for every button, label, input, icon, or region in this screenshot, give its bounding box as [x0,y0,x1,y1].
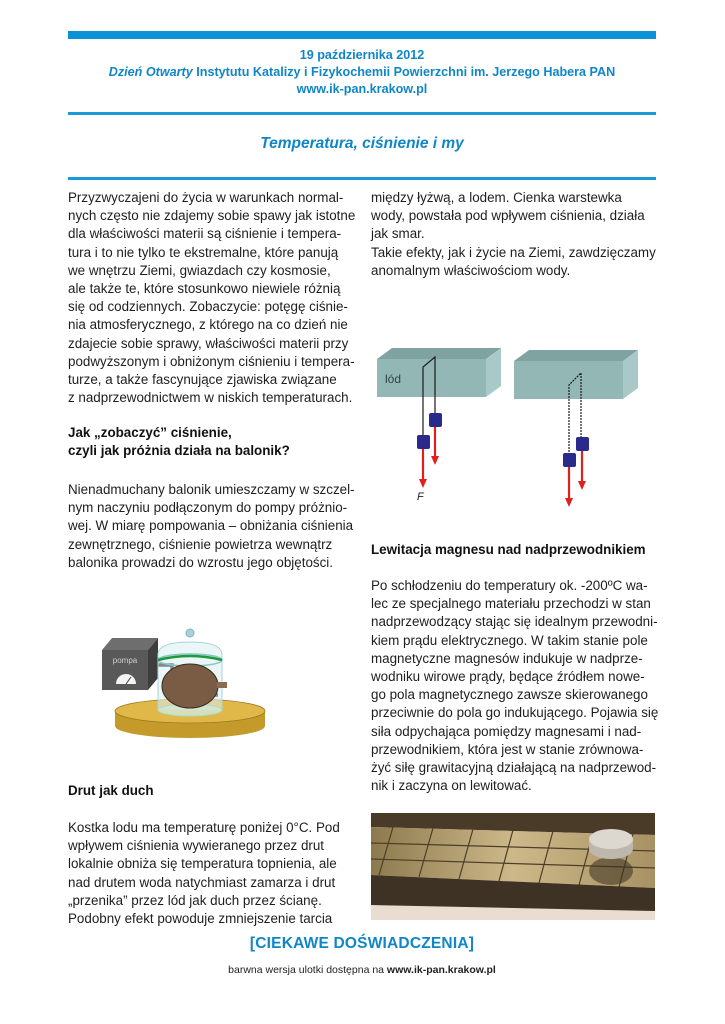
pump-icon [102,638,158,690]
weight-icon [429,413,442,427]
section-heading-wire: Drut jak duch [68,783,154,798]
ice-wire-illustration [375,345,660,510]
text-line: anomalnym właściwościom wody. [371,262,571,278]
section-heading-pressure [68,424,290,460]
text-line: lec ze specjalnego materiału przechodzi w stan [371,596,651,612]
section-body-wire [68,819,358,928]
superconductor-disc [589,829,633,859]
text-line: dla właściwości materii są ciśnienie i tempera- [68,226,342,242]
text-line: nia atmosferycznego, z którego na co dzień nie [68,317,348,333]
text-line: przewodnikiem, która jest w stanie zrównowa- [371,741,644,757]
text-line: ale także te, które stosunkowo niewiele różnią [68,281,341,297]
text-line: lokalnie obniża się temperatura topnienia, ale [68,856,337,872]
levitating-magnet-photo [371,813,655,920]
header-divider [68,112,656,115]
text-line: Nienadmuchany balonik umieszczamy w szczel- [68,482,355,497]
page-title: Temperatura, ciśnienie i my [260,135,464,152]
title-divider [68,177,656,180]
text-line: nadprzewodzący stając się idealnym przewodni- [371,614,658,630]
text-line: tura i to nie tylko te ekstremalne, które panują [68,244,339,260]
text-line: wej. W miarę pompowania – obniżania ciśnienia [68,518,354,534]
heading-line: Jak „zobaczyć” ciśnienie, [68,425,232,440]
text-line: się od codziennych. Zobaczycie: potęgę ciśnie- [68,299,348,315]
text-line: podwyższonym i obniżonym ciśnieniu i tempera- [68,353,355,369]
text-line: zewnętrznego, ciśnienie powietrza wewnątrz [68,536,333,552]
text-line: turze, a także fascynujące zjawiska związane [68,372,337,388]
balloon-vacuum-illustration [100,620,295,750]
footer-note-text: barwna wersja ulotki dostępna na [228,964,387,976]
top-accent-bar [68,31,656,39]
footer-note [68,964,656,976]
event-italic: Dzień Otwarty [108,65,193,79]
text-line: Takie efekty, jak i życie na Ziemi, zawdzięczamy [371,244,656,260]
event-date: 19 października 2012 [299,48,425,62]
text-line: między łyżwą, a lodem. Cienka warstewka [371,190,622,205]
text-line: Przyzwyczajeni do życia w warunkach normal- [68,190,344,205]
force-label: F [417,491,424,503]
text-line: wody, powstała pod wpływem ciśnienia, działa [371,208,645,224]
ice-label: lód [385,372,402,386]
text-line: Kostka lodu ma temperaturę poniżej 0°C. Pod [68,820,340,835]
weight-icon [576,437,589,451]
text-line: siła odpychająca pomiędzy magnesami i nad- [371,723,642,739]
weight-icon [417,435,430,449]
text-line: go pola magnetycznego zawsze skierowanego [371,687,648,703]
text-line: kiem prądu elektrycznego. W takim stanie pole [371,632,648,648]
text-line: Podobny efekt powoduje zmniejszenie tarcia [68,911,333,927]
section-heading-levitation: Lewitacja magnesu nad nadprzewodnikiem [371,542,646,557]
text-line: balonika prowadzi do wzrostu jego objętości. [68,554,333,570]
text-line: nych często nie zdajemy sobie spawy jak istotne [68,208,356,224]
text-line: zdajecie sobie sprawy, właściwości materii przy [68,335,349,351]
ice-block-left [377,348,501,397]
text-line: nym naczyniu podłączonym do pompy próżnio- [68,500,348,516]
text-line: we wnętrzu Ziemi, gwiazdach czy kosmosie, [68,262,331,278]
section-body-levitation [371,577,666,795]
text-line: „przenika” przez lód jak duch przez ścianę. [68,892,322,908]
weight-icon [563,453,576,467]
continuation-paragraph [371,189,661,280]
text-line: z nadprzewodnictwem w niskich temperaturach. [68,390,353,406]
institute-name: Instytutu Katalizy i Fizykochemii Powierzchni im. Jerzego Habera PAN [192,65,616,79]
ice-block-right [514,350,638,399]
event-name [68,64,656,81]
header-website-link[interactable]: www.ik-pan.krakow.pl [296,82,428,96]
text-line: wodniku wirowe prądy, będące źródłem nowe- [371,669,645,685]
section-body-pressure [68,481,358,572]
footer-website-link[interactable]: www.ik-pan.krakow.pl [386,964,496,976]
text-line: jak smar. [371,226,425,242]
section-tag: [CIEKAWE DOŚWIADCZENIA] [249,935,475,952]
text-line: nad drutem woda natychmiast zamarza i drut [68,874,336,890]
text-line: magnetyczne magnesów indukuje w nadprze- [371,650,643,666]
text-line: żyć siłę grawitacyjną działającą na nadprzewod- [371,760,657,776]
header [68,47,656,98]
pump-label: pompa [112,656,138,665]
text-line: nik i zaczyna on lewitować. [371,778,532,794]
text-line: Po schłodzeniu do temperatury ok. -200ºC wa- [371,578,648,593]
text-line: przeciwnie do pola go indukującego. Pojawia się [371,705,659,721]
text-line: wpływem ciśnienia wywieranego przez drut [68,838,325,854]
heading-line: czyli jak próżnia działa na balonik? [68,443,290,459]
intro-paragraph [68,189,358,407]
